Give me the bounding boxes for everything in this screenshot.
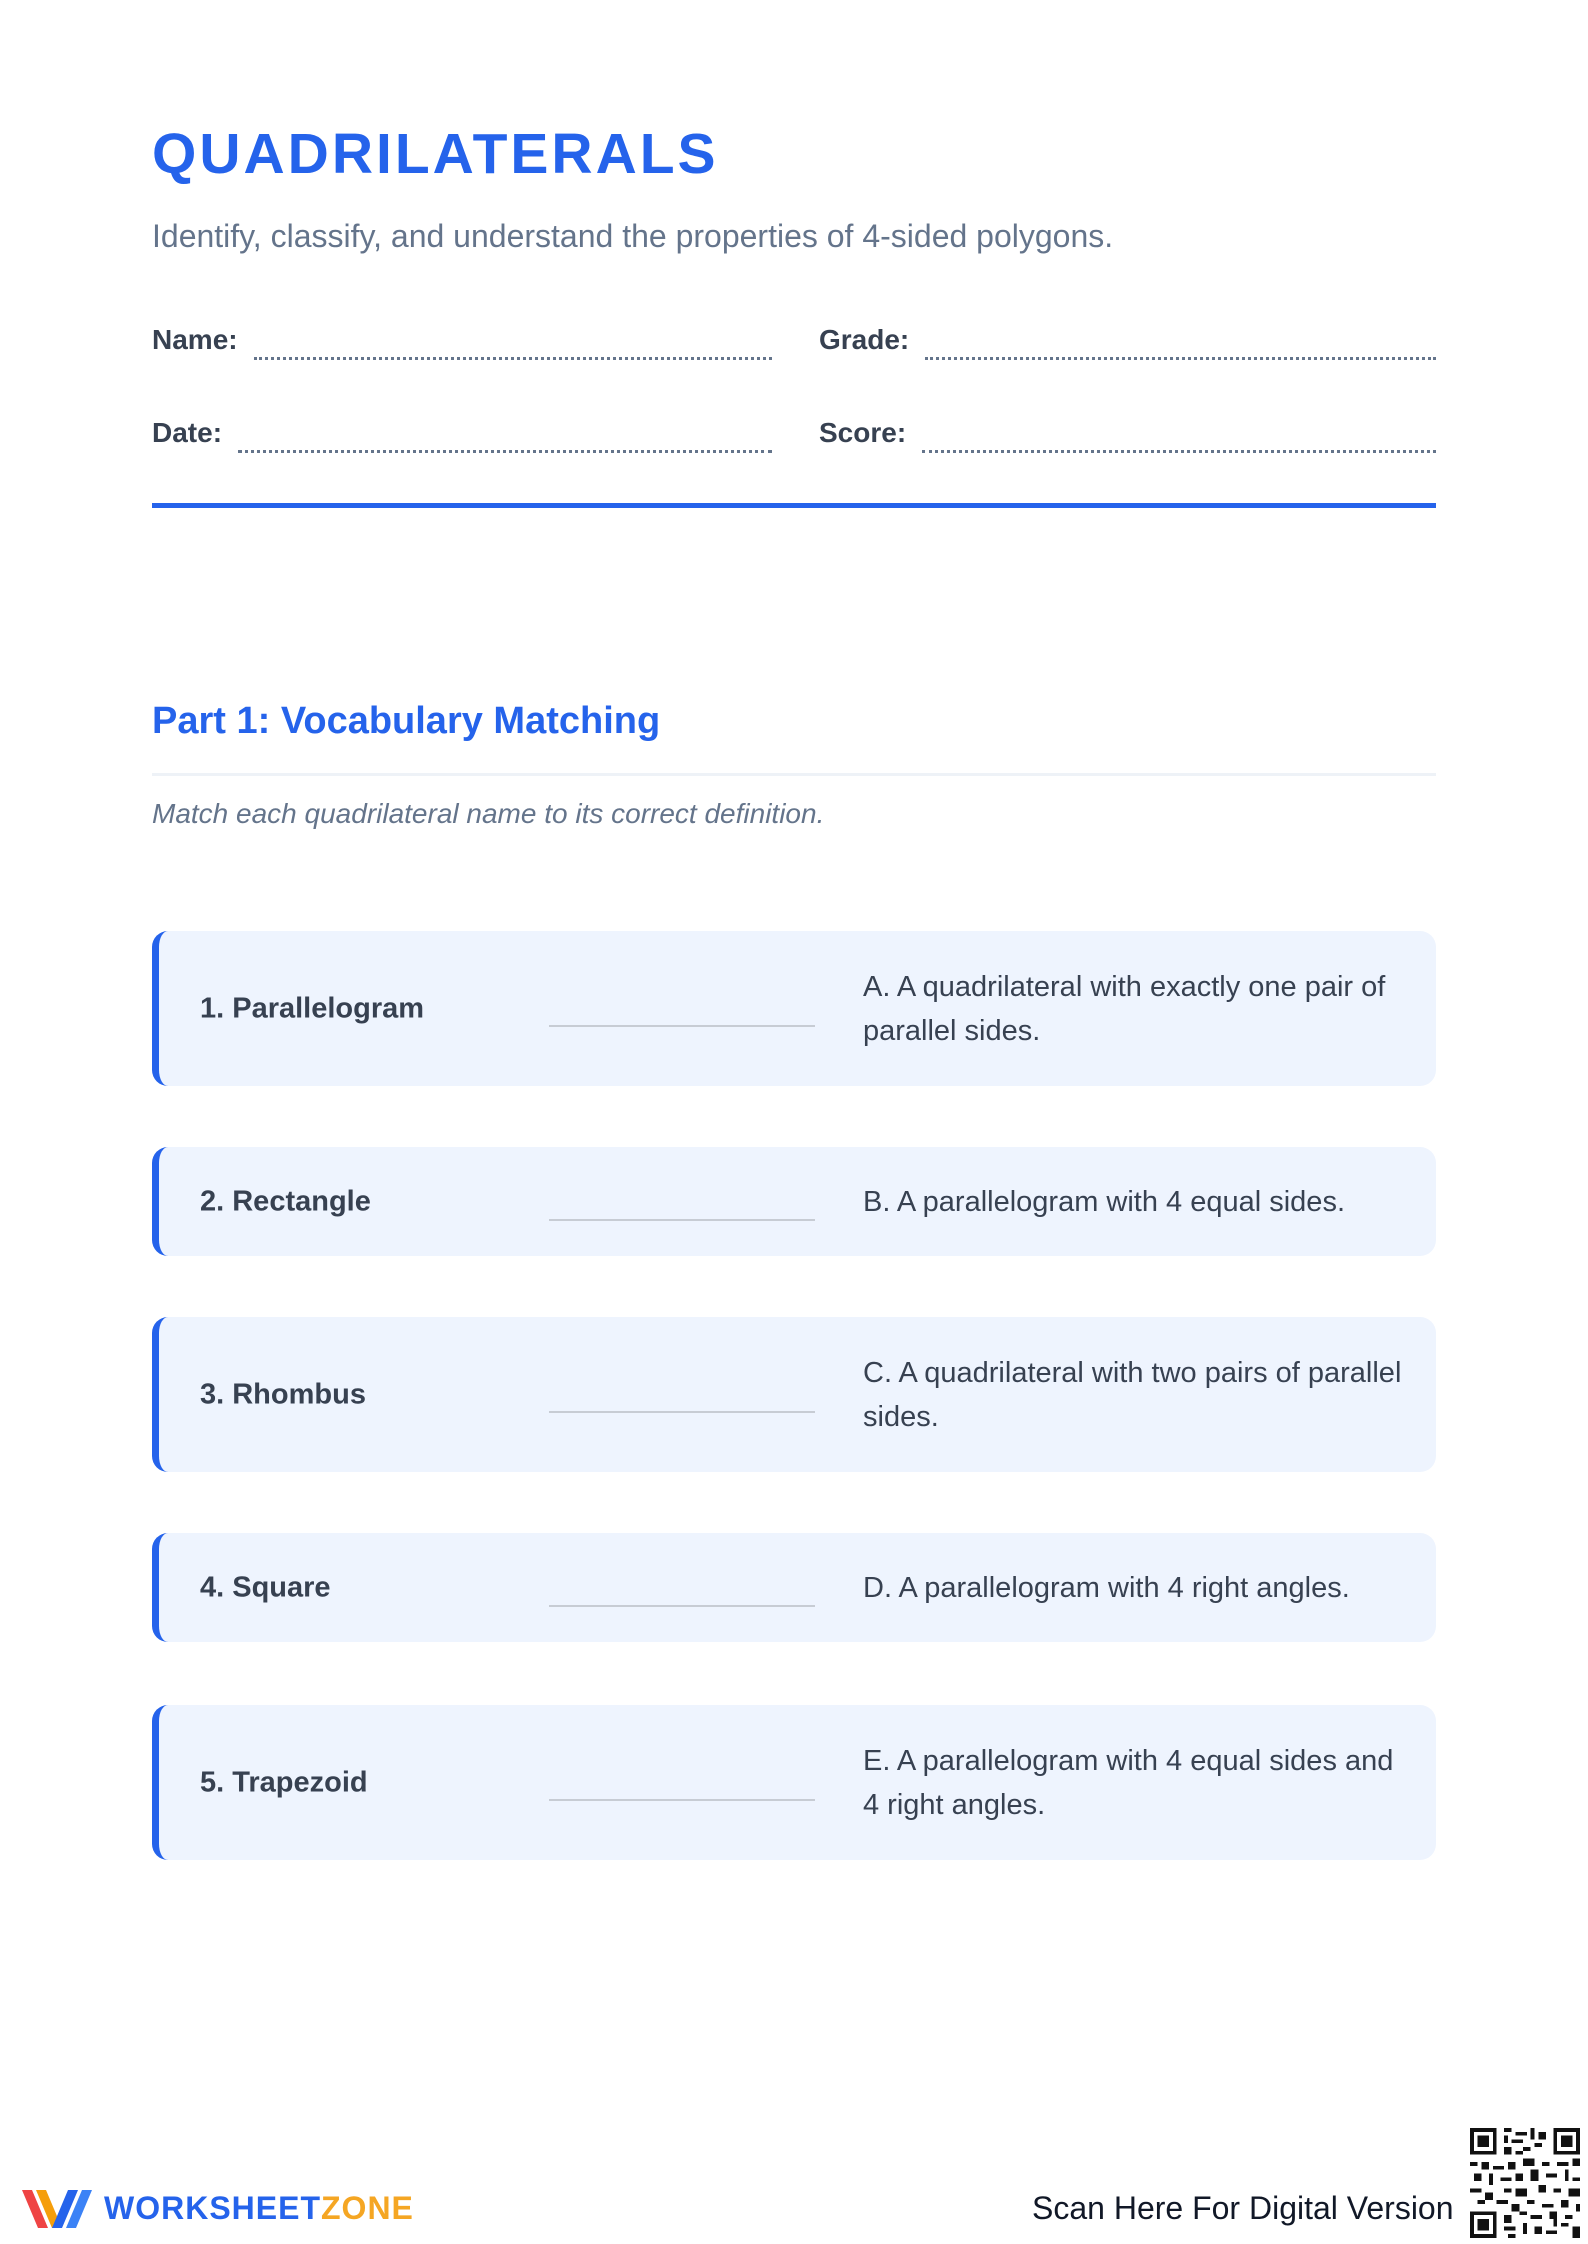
grade-answer-line[interactable] [925, 357, 1436, 360]
scan-caption: Scan Here For Digital Version [1032, 2190, 1454, 2226]
match-definition: C. A quadrilateral with two pairs of parallel sides. [863, 1356, 1402, 1433]
section-instructions: Match each quadrilateral name to its correct definition. [152, 798, 825, 829]
match-answer-line[interactable] [549, 1025, 815, 1027]
header-divider [152, 503, 1436, 508]
match-term: 3. Rhombus [200, 1378, 366, 1410]
match-definition: B. A parallelogram with 4 equal sides. [863, 1185, 1345, 1218]
match-row-5 [152, 1705, 1436, 1860]
match-answer-line[interactable] [549, 1219, 815, 1221]
score-field[interactable] [819, 411, 1436, 455]
match-term: 4. Square [200, 1571, 331, 1603]
grade-field[interactable] [819, 318, 1436, 362]
page-subtitle: Identify, classify, and understand the properties of 4-sided polygons. [152, 218, 1114, 254]
match-row-4 [152, 1533, 1436, 1642]
match-row-2 [152, 1147, 1436, 1256]
match-definition: D. A parallelogram with 4 right angles. [863, 1571, 1350, 1604]
worksheetzone-logo[interactable] [18, 2180, 414, 2236]
name-field[interactable] [152, 318, 772, 362]
match-term: 1. Parallelogram [200, 992, 425, 1024]
date-answer-line[interactable] [238, 450, 772, 453]
date-label: Date: [152, 417, 223, 448]
name-label: Name: [152, 324, 238, 355]
match-definition: A. A quadrilateral with exactly one pair of parallel sides. [863, 970, 1386, 1047]
section-divider [152, 773, 1436, 776]
match-answer-line[interactable] [549, 1411, 815, 1413]
section-title: Part 1: Vocabulary Matching [152, 700, 661, 742]
match-answer-line[interactable] [549, 1799, 815, 1801]
worksheetzone-logo-icon [18, 2180, 94, 2236]
qr-code-icon[interactable] [1470, 2128, 1580, 2238]
date-field[interactable] [152, 411, 772, 455]
page-title: QUADRILATERALS [152, 122, 719, 186]
score-answer-line[interactable] [922, 450, 1436, 453]
match-row-3 [152, 1317, 1436, 1472]
grade-label: Grade: [819, 324, 910, 355]
score-label: Score: [819, 417, 907, 448]
match-row-1 [152, 931, 1436, 1086]
match-answer-line[interactable] [549, 1605, 815, 1607]
match-term: 5. Trapezoid [200, 1766, 368, 1798]
worksheetzone-wordmark: WORKSHEETZONE [104, 2189, 414, 2226]
name-answer-line[interactable] [254, 357, 772, 360]
match-definition: E. A parallelogram with 4 equal sides and 4 right angles. [863, 1744, 1394, 1821]
match-term: 2. Rectangle [200, 1185, 371, 1217]
